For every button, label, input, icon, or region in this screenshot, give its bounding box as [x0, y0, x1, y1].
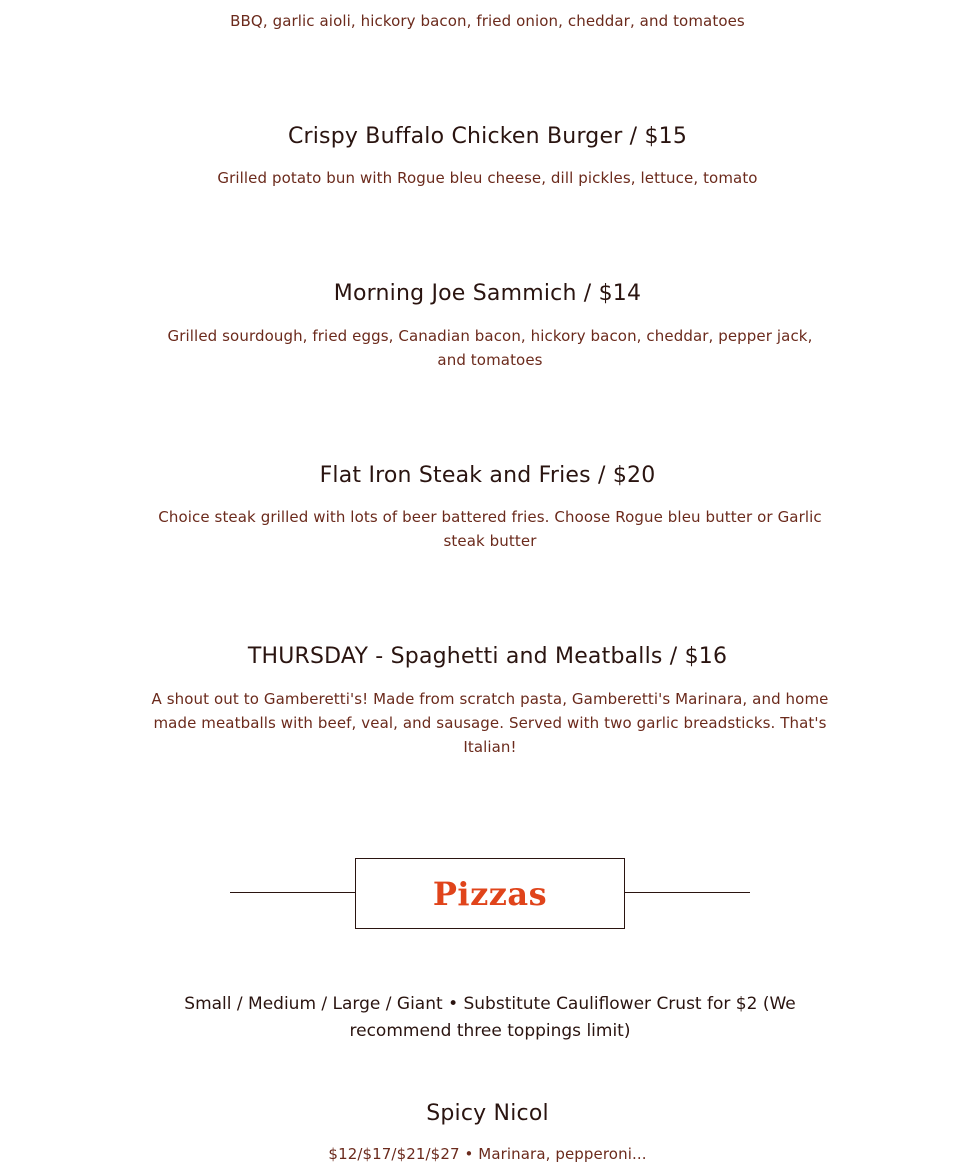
pizza-item-title: Spicy Nicol	[426, 1101, 549, 1126]
menu-item-title: Crispy Buffalo Chicken Burger / $15	[287, 124, 688, 149]
menu-item-description: Choice steak grilled with lots of beer battered fries. Choose Rogue bleu butter or Garlic steak butter	[158, 508, 822, 550]
menu-item-description: A shout out to Gamberetti's! Made from scratch pasta, Gamberetti's Marinara, and home made meatballs with beef, veal, and sausage. Served with two garlic breadsticks. That's Italian!	[151, 690, 829, 756]
pizza-item-description: $12/$17/$21/$27 • Marinara, pepperoni...	[328, 1145, 647, 1163]
section-header-box	[355, 858, 625, 929]
pizza-sizes-note: Small / Medium / Large / Giant • Substitute Cauliflower Crust for $2 (We recommend three toppings limit)	[184, 994, 796, 1041]
menu-item-title: THURSDAY - Spaghetti and Meatballs / $16	[247, 644, 728, 669]
menu-item-title: Morning Joe Sammich / $14	[333, 281, 642, 306]
menu-item-description: Grilled sourdough, fried eggs, Canadian bacon, hickory bacon, cheddar, pepper jack, and tomatoes	[167, 327, 813, 369]
menu-item-title: Flat Iron Steak and Fries / $20	[319, 463, 656, 488]
section-divider-right	[624, 892, 750, 893]
section-title: Pizzas	[432, 874, 548, 913]
section-divider-left	[230, 892, 356, 893]
menu-item-description: BBQ, garlic aioli, hickory bacon, fried onion, cheddar, and tomatoes	[230, 12, 745, 30]
menu-item-description: Grilled potato bun with Rogue bleu cheese, dill pickles, lettuce, tomato	[217, 169, 758, 187]
